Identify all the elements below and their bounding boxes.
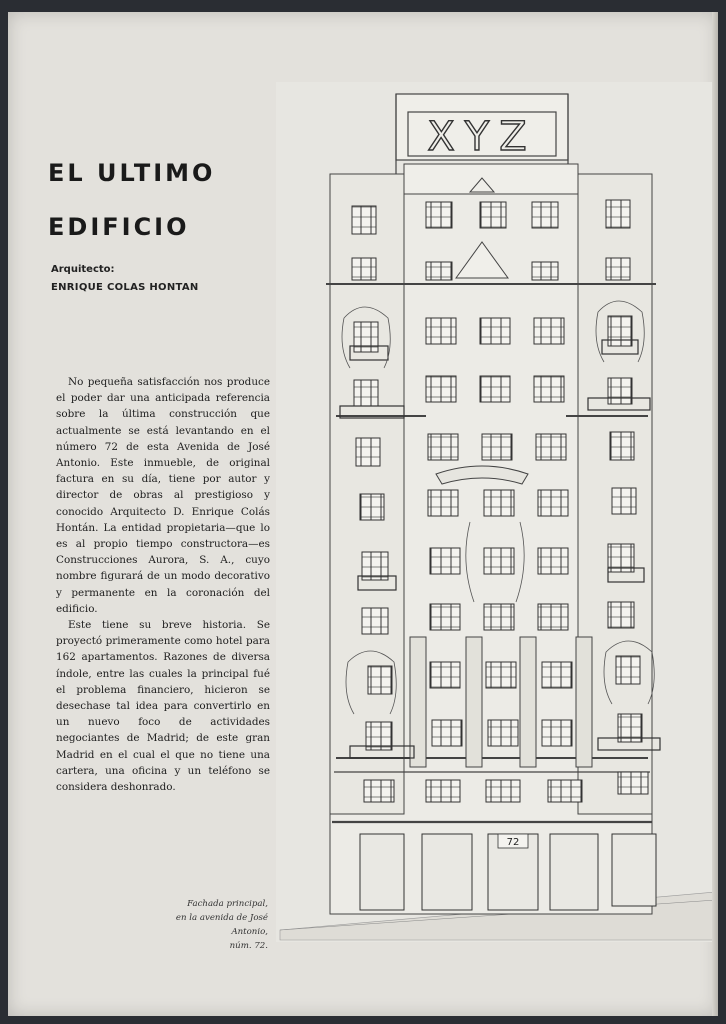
title-line-2: EDIFICIO xyxy=(48,213,190,241)
caption-line-3: núm. 72. xyxy=(229,941,268,951)
article-body xyxy=(56,374,270,795)
figure-caption xyxy=(148,897,268,953)
paragraph-2: Este tiene su breve historia. Se proyectó primeramente como hotel para 162 apartamentos. Razones de diversa índole, entre las cuales la principal fué el problema financiero, hicieron se desechase tal idea para convertirlo en un nuevo foco de actividades negociantes de Madrid; de este gran Madrid en el cual el que no tiene una cartera, una oficina y un teléfono se considera deshonrado. xyxy=(56,619,270,794)
article-title xyxy=(48,146,215,254)
door-number: 72 xyxy=(506,837,520,848)
magazine-page xyxy=(8,12,718,1016)
building-facade-drawing xyxy=(276,82,718,942)
caption-line-1: Fachada principal, xyxy=(187,899,268,909)
architect-label: Arquitecto: xyxy=(51,264,115,275)
architect-name: ENRIQUE COLAS HONTAN xyxy=(51,282,199,293)
title-line-1: EL ULTIMO xyxy=(48,159,216,187)
caption-line-2: en la avenida de José Antonio, xyxy=(175,913,268,937)
sign-text: XYZ xyxy=(427,114,537,160)
page-gutter xyxy=(712,12,718,1016)
paragraph-1: No pequeña satisfacción nos produce el poder dar una anticipada referencia sobre la última construcción que actualmente se está levantando en el número 72 de esta Avenida de José Antonio. Este inmueble, de original factura en su día, tiene por autor y director de obras al prestigioso y conocido Arquitecto D. Enrique Colás Hontán. La entidad propietaria—que lo es al propio tiempo constructora—es Construcciones Aurora, S. A., cuyo nombre figurará de un modo decorativo y permanente en la coronación del edificio. xyxy=(56,376,270,615)
